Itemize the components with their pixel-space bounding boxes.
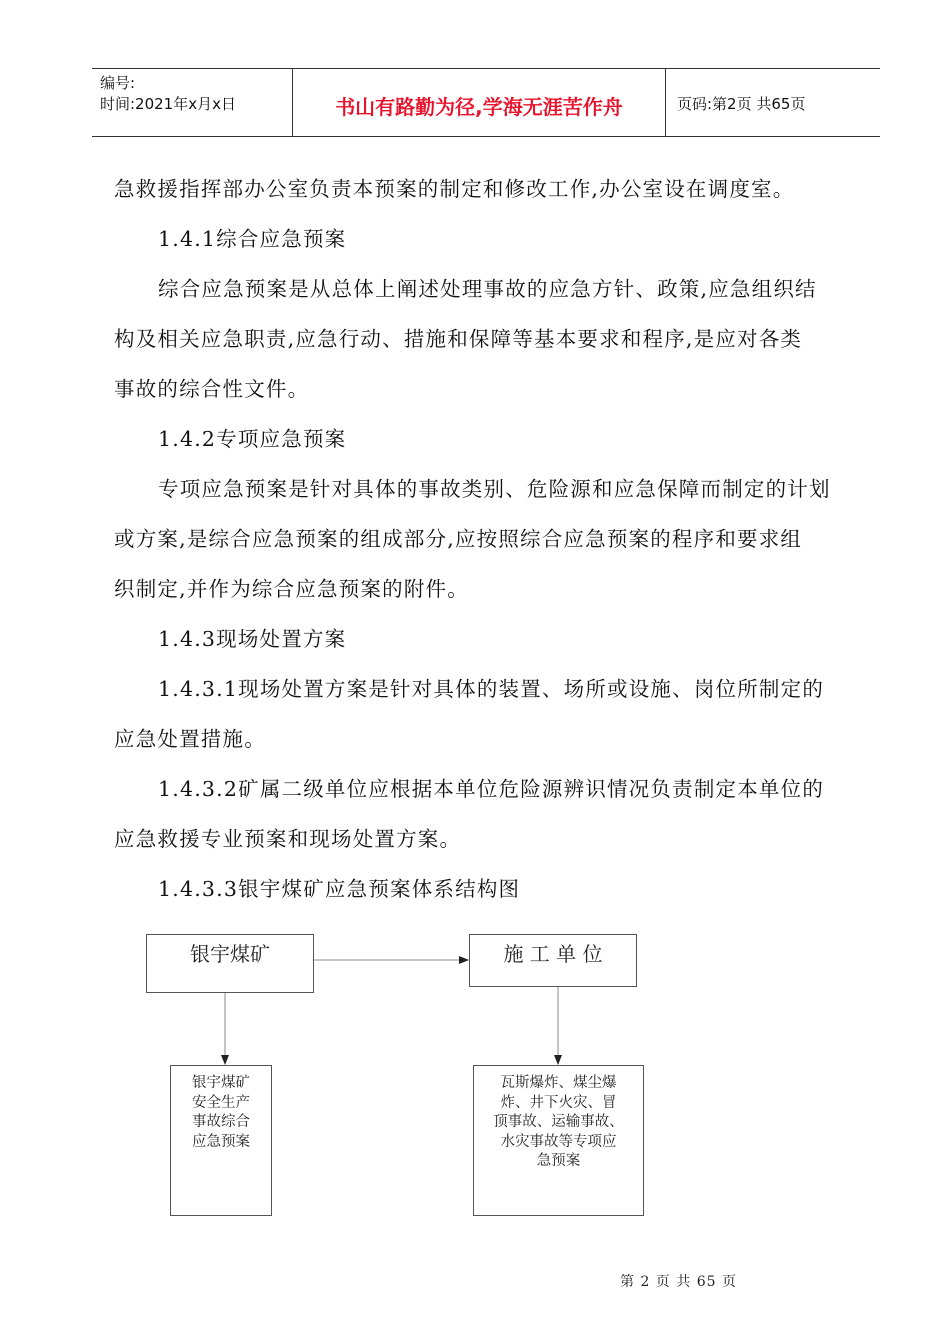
diagram-node-mine-comprehensive-plan: 银宇煤矿 安全生产 事故综合 应急预案 (170, 1065, 272, 1216)
body-paragraph-line: 综合应急预案是从总体上阐述处理事故的应急方针、政策,应急组织结 (158, 277, 817, 301)
header-page-info: 页码:第2页 共65页 (677, 95, 806, 113)
body-paragraph-line: 构及相关应急职责,应急行动、措施和保障等基本要求和程序,是应对各类 (114, 327, 803, 351)
section-heading-1-4-3: 1.4.3现场处置方案 (158, 627, 347, 651)
document-number-label: 编号: (100, 74, 136, 92)
body-paragraph-line: 1.4.3.2矿属二级单位应根据本单位危险源辨识情况负责制定本单位的 (158, 777, 825, 801)
document-time-label: 时间:2021年x月x日 (100, 95, 236, 113)
body-paragraph-line: 事故的综合性文件。 (114, 377, 310, 401)
body-paragraph-line: 专项应急预案是针对具体的事故类别、危险源和应急保障而制定的计划 (158, 477, 831, 501)
diagram-node-mine: 银宇煤矿 (146, 934, 314, 993)
section-heading-1-4-2: 1.4.2专项应急预案 (158, 427, 347, 451)
page-footer-number: 第 2 页 共 65 页 (620, 1274, 737, 1290)
body-paragraph-line: 1.4.3.1现场处置方案是针对具体的装置、场所或设施、岗位所制定的 (158, 677, 825, 701)
body-paragraph-line: 织制定,并作为综合应急预案的附件。 (114, 577, 469, 601)
body-paragraph-line: 急救援指挥部办公室负责本预案的制定和修改工作,办公室设在调度室。 (114, 177, 795, 201)
body-paragraph-line: 应急处置措施。 (114, 727, 266, 751)
section-heading-1-4-1: 1.4.1综合应急预案 (158, 227, 347, 251)
body-paragraph-line: 或方案,是综合应急预案的组成部分,应按照综合应急预案的程序和要求组 (114, 527, 803, 551)
body-paragraph-line: 应急救援专业预案和现场处置方案。 (114, 827, 462, 851)
section-heading-1-4-3-3: 1.4.3.3银宇煤矿应急预案体系结构图 (158, 877, 521, 901)
header-motto: 书山有路勤为径,学海无涯苦作舟 (335, 95, 623, 119)
diagram-node-contractor: 施 工 单 位 (469, 934, 637, 987)
diagram-node-special-plans: 瓦斯爆炸、煤尘爆 炸、井下火灾、冒 顶事故、运输事故、 水灾事故等专项应 急预案 (473, 1065, 644, 1216)
